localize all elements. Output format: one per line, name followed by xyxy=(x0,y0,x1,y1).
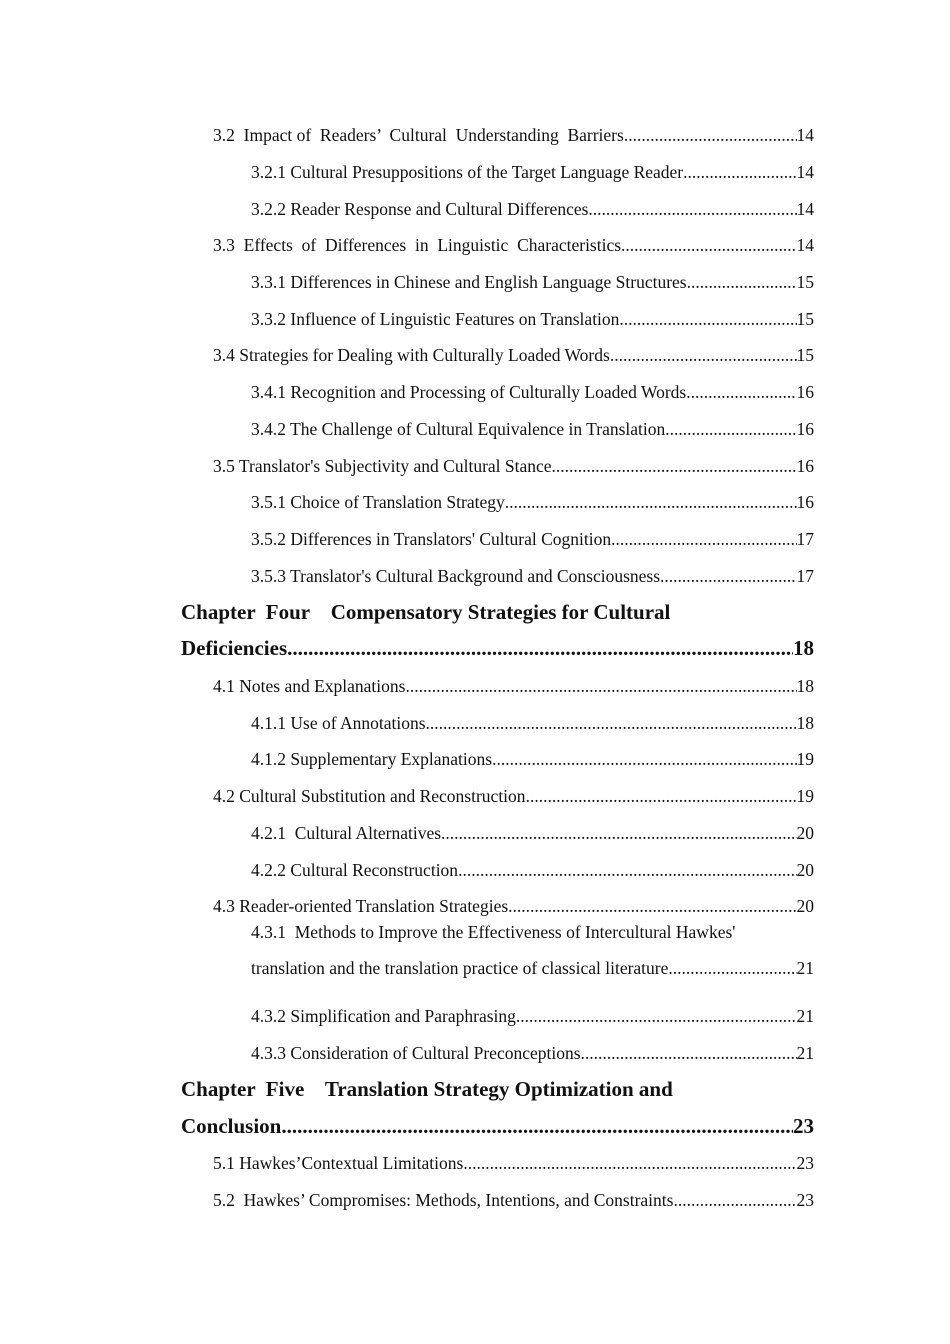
toc-entry-3-2-1 xyxy=(251,162,814,183)
toc-entry-3-3-1 xyxy=(251,272,814,293)
dot-leader xyxy=(683,162,796,183)
dot-leader xyxy=(492,749,796,770)
toc-entry-title: 4.1.1 Use of Annotations xyxy=(251,713,426,733)
dot-leader xyxy=(426,713,797,734)
chapter-four-entry xyxy=(181,636,814,661)
toc-page-number: 17 xyxy=(796,566,814,586)
toc-entry-title: 3.5.3 Translator's Cultural Background and Consciousness xyxy=(251,566,661,586)
toc-page-number: 23 xyxy=(796,1190,814,1210)
toc-entry-title: 4.2 Cultural Substitution and Reconstruction xyxy=(213,786,526,806)
toc-entry-4-2-1 xyxy=(251,823,814,844)
toc-page-number: 21 xyxy=(796,1006,814,1026)
dot-leader xyxy=(516,1006,797,1027)
toc-page-number: 21 xyxy=(796,958,814,978)
toc-page-number: 14 xyxy=(796,199,814,219)
dot-leader xyxy=(581,1043,797,1064)
toc-page-number: 20 xyxy=(796,860,814,880)
toc-entry-title: 3.5.1 Choice of Translation Strategy xyxy=(251,492,505,512)
toc-entry-title: 3.3.2 Influence of Linguistic Features on Translation xyxy=(251,309,620,329)
dot-leader xyxy=(660,566,796,587)
toc-page-number: 14 xyxy=(796,125,814,145)
dot-leader xyxy=(405,676,796,697)
toc-entry-3-4-2 xyxy=(251,419,814,440)
toc-entry-4-2 xyxy=(213,786,814,807)
toc-entry-3-2-2 xyxy=(251,199,814,220)
dot-leader xyxy=(508,896,796,917)
toc-page-number: 20 xyxy=(796,823,814,843)
toc-entry-3-5-1 xyxy=(251,492,814,513)
toc-entry-5-2 xyxy=(213,1190,814,1211)
dot-leader xyxy=(668,958,796,979)
toc-entry-title: 3.4 Strategies for Dealing with Culturally Loaded Words xyxy=(213,345,610,365)
toc-entry-title: Deficiencies xyxy=(181,636,288,660)
toc-page-number: 15 xyxy=(796,309,814,329)
toc-entry-3-4-1 xyxy=(251,382,814,403)
toc-entry-title: Conclusion xyxy=(181,1114,282,1138)
toc-entry-title: 5.2 Hawkes’ Compromises: Methods, Intentions, and Constraints xyxy=(213,1190,674,1210)
toc-entry-4-3-1 xyxy=(251,958,814,979)
dot-leader xyxy=(505,492,797,513)
toc-entry-title: translation and the translation practice of classical literature xyxy=(251,958,669,978)
dot-leader xyxy=(287,636,793,661)
toc-page-number: 21 xyxy=(796,1043,814,1063)
dot-leader xyxy=(624,125,797,146)
toc-entry-3-5-3 xyxy=(251,566,814,587)
toc-entry-3-3-2 xyxy=(251,309,814,330)
toc-entry-title: 3.5.2 Differences in Translators' Cultural Cognition xyxy=(251,529,612,549)
dot-leader xyxy=(463,1153,796,1174)
toc-entry-title: 4.3 Reader-oriented Translation Strategies xyxy=(213,896,509,916)
toc-entry-title: 3.3 Effects of Differences in Linguistic Characteristics xyxy=(213,235,622,255)
dot-leader xyxy=(673,1190,796,1211)
dot-leader xyxy=(611,529,796,550)
toc-entry-title: 3.2 Impact of Readers’ Cultural Understanding Barriers xyxy=(213,125,624,145)
dot-leader xyxy=(458,860,796,881)
toc-entry-4-3-3 xyxy=(251,1043,814,1064)
dot-leader xyxy=(686,382,796,403)
chapter-five-heading: Chapter Five Translation Strategy Optimization and xyxy=(181,1077,673,1101)
dot-leader xyxy=(665,419,796,440)
toc-page-number: 18 xyxy=(793,636,814,660)
toc-entry-title: 4.3.2 Simplification and Paraphrasing xyxy=(251,1006,516,1026)
toc-page-number: 15 xyxy=(796,345,814,365)
toc-entry-title: 4.2.2 Cultural Reconstruction xyxy=(251,860,459,880)
toc-entry-4-2-2 xyxy=(251,860,814,881)
toc-entry-3-3 xyxy=(213,235,814,256)
toc-entry-4-1-1 xyxy=(251,713,814,734)
toc-entry-4-1 xyxy=(213,676,814,697)
toc-entry-title: 3.4.1 Recognition and Processing of Culturally Loaded Words xyxy=(251,382,687,402)
toc-page-number: 16 xyxy=(796,419,814,439)
dot-leader xyxy=(526,786,797,807)
toc-entry-title: 4.3.3 Consideration of Cultural Preconceptions xyxy=(251,1043,581,1063)
toc-entry-3-2 xyxy=(213,125,814,146)
toc-page-number: 14 xyxy=(796,235,814,255)
chapter-four-heading: Chapter Four Compensatory Strategies for Cultural xyxy=(181,600,671,624)
toc-entry-title: 5.1 Hawkes’Contextual Limitations xyxy=(213,1153,464,1173)
toc-page-number: 16 xyxy=(796,492,814,512)
toc-page-number: 16 xyxy=(796,382,814,402)
toc-entry-3-4 xyxy=(213,345,814,366)
toc-entry-5-1 xyxy=(213,1153,814,1174)
dot-leader xyxy=(588,199,796,220)
toc-entry-title: 3.2.2 Reader Response and Cultural Differences xyxy=(251,199,589,219)
chapter-five-entry xyxy=(181,1114,814,1139)
dot-leader xyxy=(552,456,797,477)
dot-leader xyxy=(610,345,797,366)
toc-page-number: 15 xyxy=(796,272,814,292)
toc-page-number: 20 xyxy=(796,896,814,916)
dot-leader xyxy=(619,309,796,330)
toc-entry-title: 3.5 Translator's Subjectivity and Cultural Stance xyxy=(213,456,552,476)
dot-leader xyxy=(441,823,796,844)
toc-entry-title: 4.1 Notes and Explanations xyxy=(213,676,406,696)
toc-entry-3-5 xyxy=(213,456,814,477)
toc-page-number: 18 xyxy=(796,713,814,733)
toc-entry-3-5-2 xyxy=(251,529,814,550)
dot-leader xyxy=(687,272,797,293)
toc-page-number: 23 xyxy=(793,1114,814,1138)
toc-page-number: 16 xyxy=(796,456,814,476)
toc-entry-title: 3.3.1 Differences in Chinese and English Language Structures xyxy=(251,272,687,292)
toc-entry-title: 3.4.2 The Challenge of Cultural Equivalence in Translation xyxy=(251,419,666,439)
toc-page-number: 19 xyxy=(796,749,814,769)
toc-page-number: 19 xyxy=(796,786,814,806)
toc-entry-title: 3.2.1 Cultural Presuppositions of the Target Language Reader xyxy=(251,162,684,182)
toc-entry-4-3 xyxy=(213,896,814,917)
toc-page-number: 14 xyxy=(796,162,814,182)
dot-leader xyxy=(621,235,796,256)
toc-entry-4-3-1-first-line: 4.3.1 Methods to Improve the Effectiveness of Intercultural Hawkes' xyxy=(251,922,736,942)
toc-entry-title: 4.2.1 Cultural Alternatives xyxy=(251,823,442,843)
toc-page-number: 17 xyxy=(796,529,814,549)
toc-entry-4-1-2 xyxy=(251,749,814,770)
toc-page-number: 18 xyxy=(796,676,814,696)
toc-page-number: 23 xyxy=(796,1153,814,1173)
toc-entry-4-3-2 xyxy=(251,1006,814,1027)
toc-entry-title: 4.1.2 Supplementary Explanations xyxy=(251,749,493,769)
dot-leader xyxy=(281,1114,793,1139)
